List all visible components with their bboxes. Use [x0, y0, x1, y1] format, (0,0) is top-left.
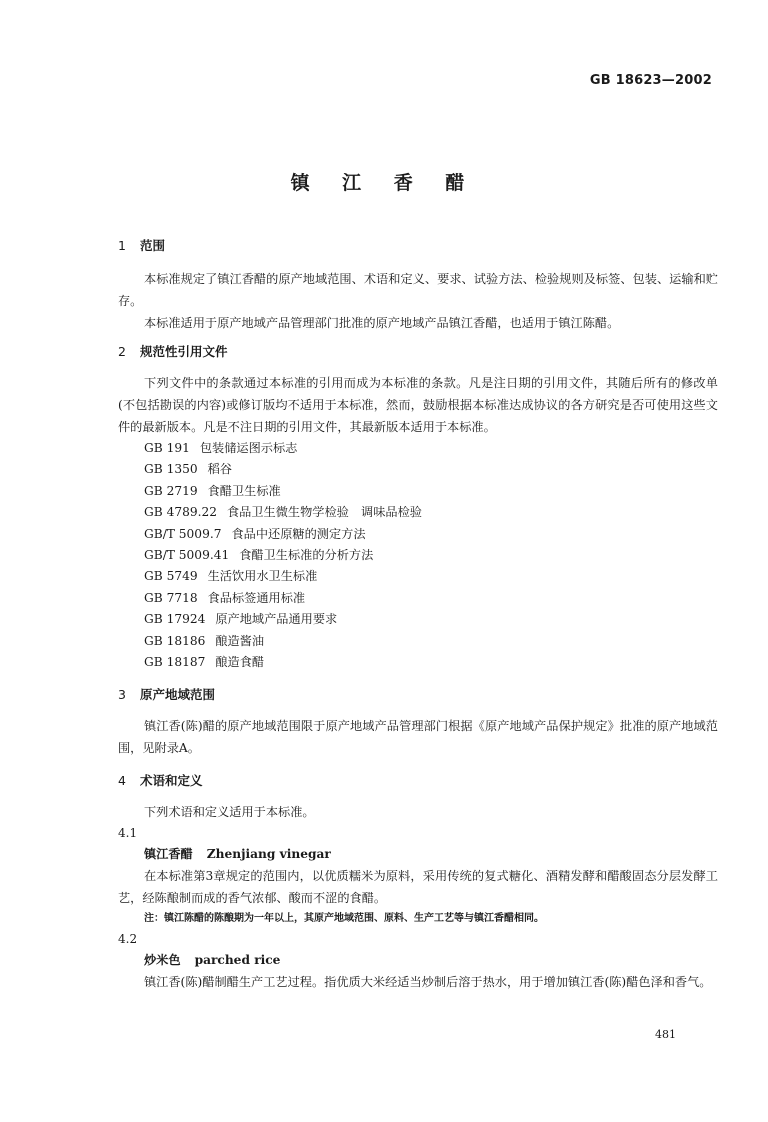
- reference-item: [118, 524, 718, 545]
- reference-name: 食品中还原糖的测定方法: [231, 526, 366, 541]
- reference-item: [118, 481, 718, 502]
- section-number: 1: [118, 238, 126, 253]
- section-number: 2: [118, 344, 126, 359]
- paragraph: 本标准规定了镇江香醋的原产地域范围、术语和定义、要求、试验方法、检验规则及标签、包装、运输和贮存。: [118, 272, 718, 308]
- term-chinese: 镇江香醋: [144, 847, 193, 862]
- paragraph: 镇江香(陈)醋的原产地域范围限于原产地域产品管理部门根据《原产地域产品保护规定》批准的原产地域范围，见附录A。: [118, 719, 718, 756]
- reference-name: 食品标签通用标准: [207, 590, 306, 605]
- section-title: 规范性引用文件: [140, 344, 228, 359]
- paragraph: 下列术语和定义适用于本标准。: [144, 805, 315, 820]
- reference-name: 生活饮用水卫生标准: [207, 569, 318, 584]
- reference-code: GB 17924: [144, 612, 206, 627]
- term-english: Zhenjiang vinegar: [206, 847, 331, 862]
- document-title: 镇 江 香 醋: [290, 172, 478, 194]
- reference-code: GB 1350: [144, 462, 198, 477]
- reference-code: GB 191: [144, 441, 190, 455]
- reference-item: [118, 566, 718, 587]
- reference-item: [118, 459, 718, 480]
- reference-item: [118, 609, 718, 630]
- standard-code: GB 18623—2002: [589, 73, 712, 88]
- section-title: 范围: [140, 238, 166, 253]
- reference-code: GB 18186: [144, 633, 206, 648]
- reference-name: 食品卫生微生物学检验 调味品检验: [226, 505, 422, 520]
- reference-name: 食醋卫生标准: [207, 483, 281, 498]
- paragraph: 下列文件中的条款通过本标准的引用而成为本标准的条款。凡是注日期的引用文件，其随后所有的修改单(不包括勘误的内容)或修订版均不适用于本标准，然而，鼓励根据本标准达成协议的各方研究是否可使用这些文件的最新版本。凡是不注日期的引用文件，其最新版本适用于本标准。: [118, 376, 718, 434]
- section-number: 4: [118, 773, 126, 789]
- reference-item: [118, 652, 718, 673]
- document-body: [118, 230, 718, 993]
- term-definition: 镇江香(陈)醋制醋生产工艺过程。指优质大米经适当炒制后溶于热水，用于增加镇江香(陈)醋色泽和香气。: [144, 975, 712, 990]
- clause-number: 4.2: [118, 932, 138, 947]
- reference-code: GB/T 5009.7: [144, 526, 222, 541]
- reference-code: GB 2719: [144, 483, 198, 498]
- reference-name: 食醋卫生标准的分析方法: [239, 548, 374, 563]
- reference-item: [118, 502, 718, 523]
- section-4-heading: [118, 771, 718, 789]
- reference-name: 稻谷: [207, 462, 232, 477]
- term-heading: [118, 843, 718, 865]
- reference-item: [118, 545, 718, 566]
- term-chinese: 炒米色: [144, 953, 181, 968]
- section-1-heading: [118, 236, 718, 254]
- reference-name: 酿造食醋: [215, 655, 265, 670]
- reference-code: GB 7718: [144, 590, 198, 605]
- page-number: 481: [655, 1028, 676, 1041]
- section-title: 原产地域范围: [140, 687, 216, 703]
- section-3-heading: [118, 685, 718, 703]
- clause-number: 4.1: [118, 826, 138, 841]
- section-2-heading: [118, 342, 718, 360]
- reference-name: 原产地域产品通用要求: [215, 612, 338, 627]
- section-number: 3: [118, 687, 126, 703]
- reference-code: GB 4789.22: [144, 505, 217, 520]
- reference-code: GB 18187: [144, 655, 206, 670]
- term-definition: 在本标准第3章规定的范围内，以优质糯米为原料，采用传统的复式糖化、酒精发酵和醋酸固态分层发酵工艺，经陈酿制而成的香气浓郁、酸而不涩的食醋。: [118, 869, 718, 906]
- reference-code: GB 5749: [144, 569, 198, 584]
- paragraph: 本标准适用于原产地域产品管理部门批准的原产地域产品镇江香醋，也适用于镇江陈醋。: [144, 316, 620, 330]
- section-title: 术语和定义: [140, 773, 203, 789]
- reference-code: GB/T 5009.41: [144, 548, 230, 563]
- reference-item: [118, 631, 718, 652]
- reference-name: 包装储运图示标志: [199, 441, 298, 455]
- reference-item: [118, 438, 718, 459]
- reference-list: [118, 438, 718, 673]
- term-english: parched rice: [194, 953, 281, 968]
- term-note: 注：镇江陈醋的陈酿期为一年以上，其原产地域范围、原料、生产工艺等与镇江香醋相同。: [144, 913, 544, 925]
- reference-item: [118, 588, 718, 609]
- term-heading: [118, 949, 718, 971]
- reference-name: 酿造酱油: [215, 633, 265, 648]
